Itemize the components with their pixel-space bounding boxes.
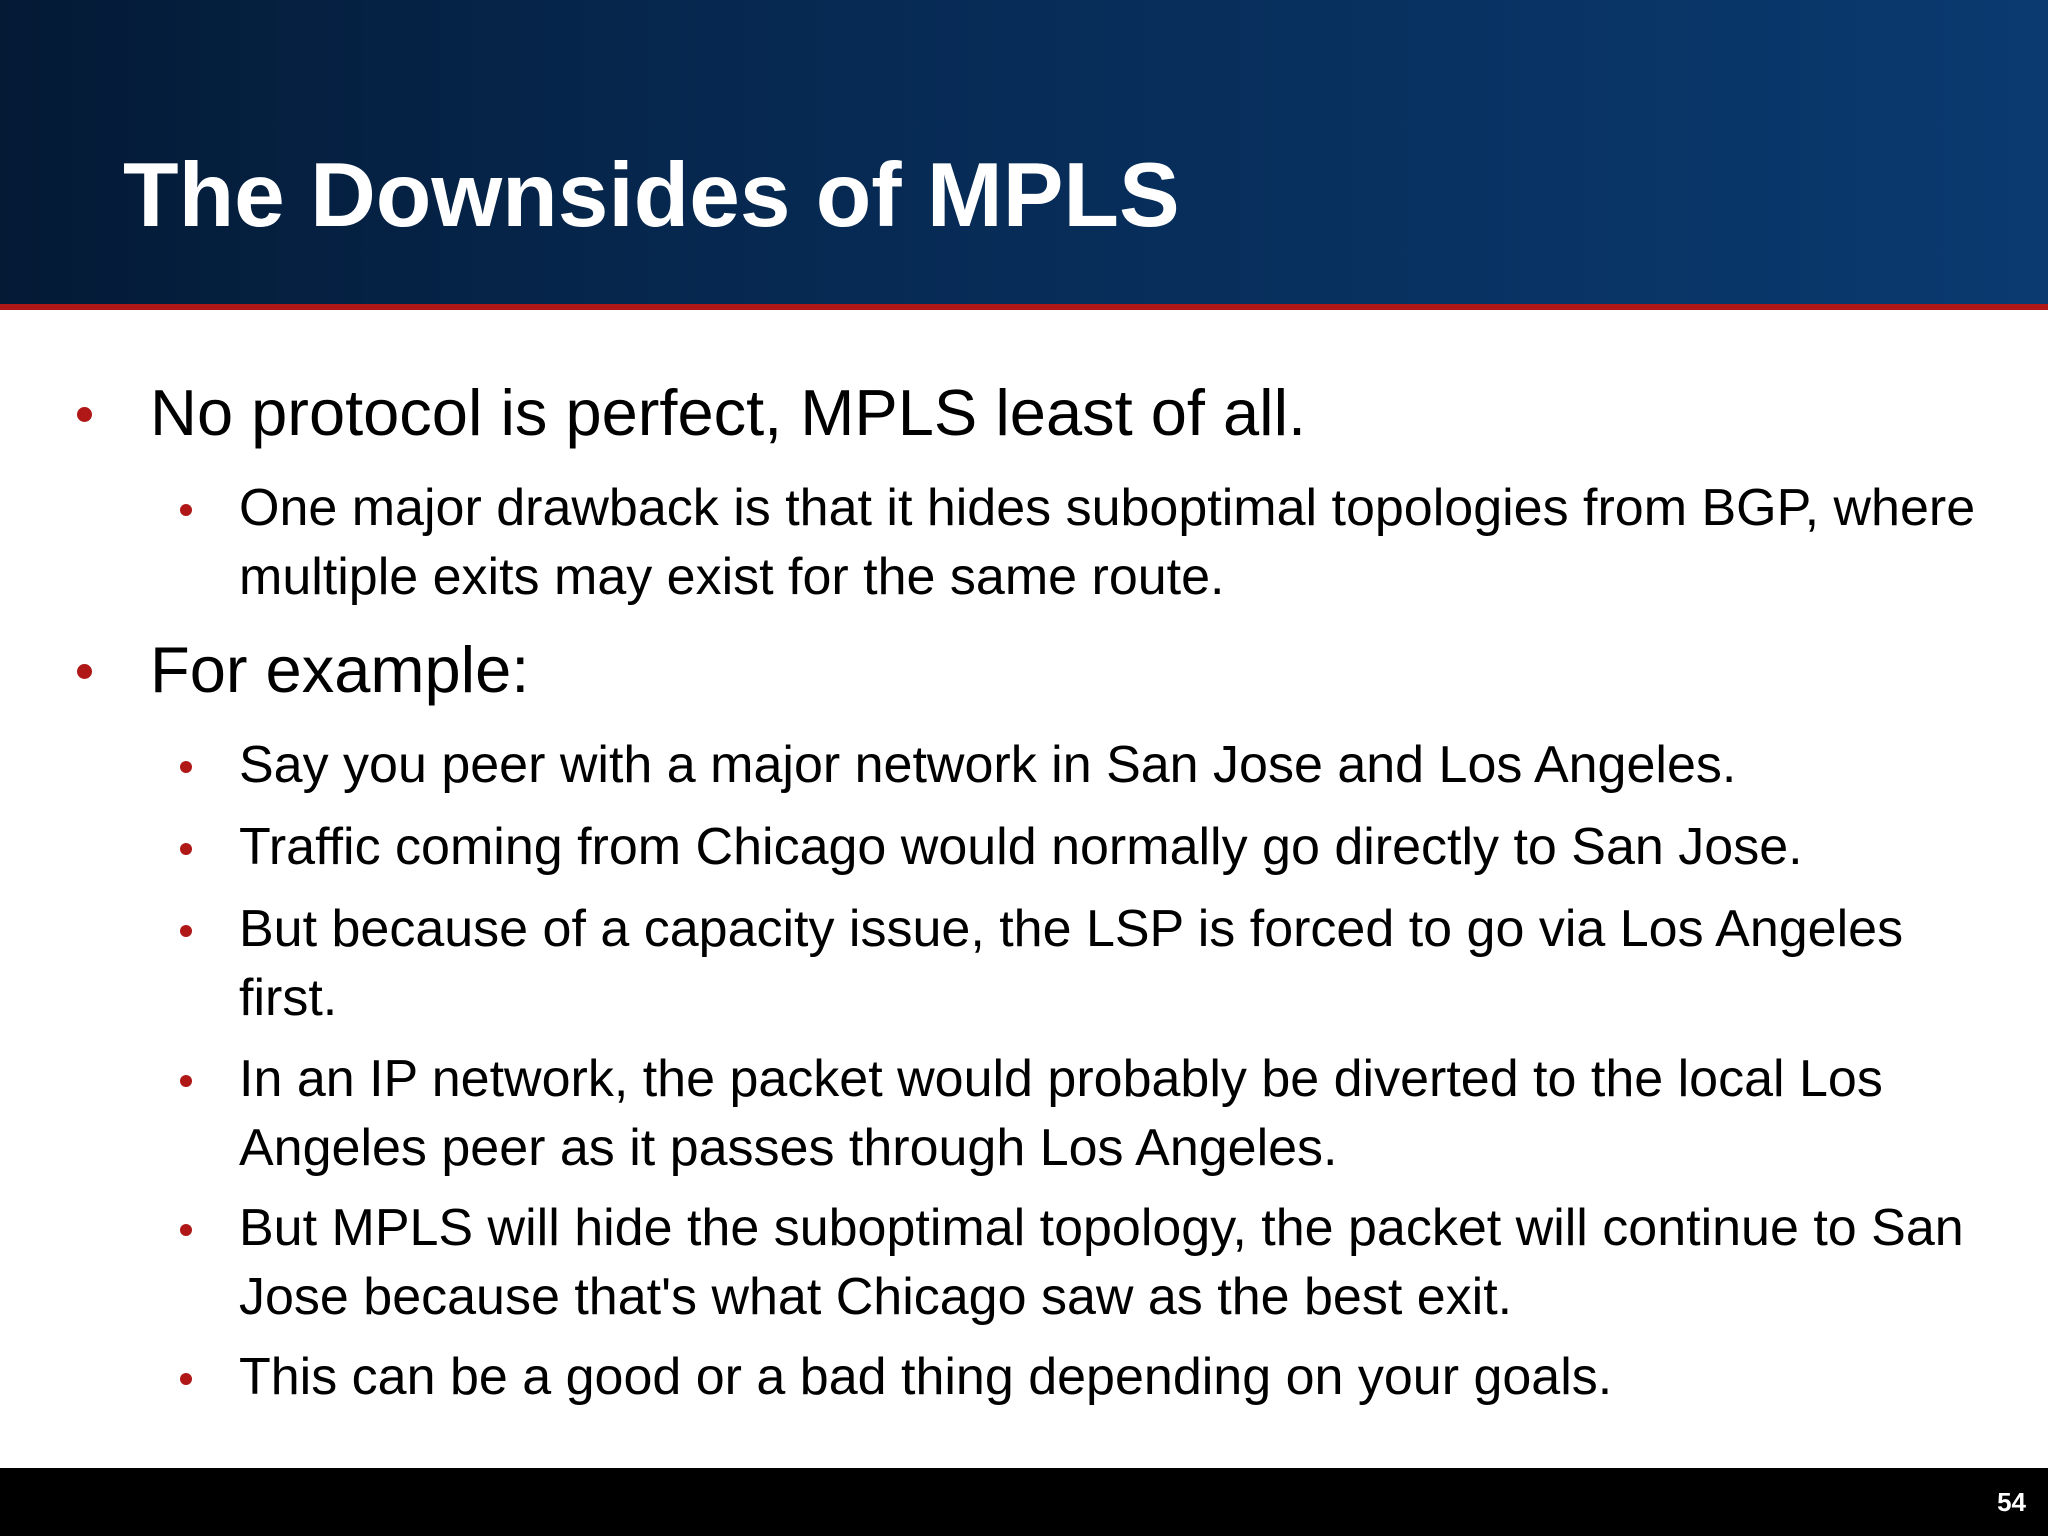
sub-bullet-item: In an IP network, the packet would probably be diverted to the local Los Angeles peer as it passes through Los Angeles. (239, 1050, 1883, 1177)
sub-bullet-marker (180, 1373, 192, 1385)
sub-bullet-marker (180, 761, 192, 773)
sub-bullet-item: But because of a capacity issue, the LSP is forced to go via Los Angeles first. (239, 900, 1904, 1027)
page-number: 54 (1997, 1487, 2026, 1517)
sub-bullet-item: One major drawback is that it hides suboptimal topologies from BGP, where multiple exits may exist for the same route. (239, 479, 1976, 606)
bullet-marker (77, 407, 92, 422)
sub-bullet-item: But MPLS will hide the suboptimal topology, the packet will continue to San Jose because that's what Chicago saw as the best exit. (239, 1199, 1964, 1326)
footer-bar (0, 1468, 2048, 1536)
sub-bullet-item: Say you peer with a major network in San Jose and Los Angeles. (239, 736, 1737, 794)
slide-title: The Downsides of MPLS (123, 145, 1180, 246)
bullet-item: For example: (150, 633, 530, 706)
sub-bullet-item: This can be a good or a bad thing depending on your goals. (239, 1348, 1613, 1406)
bullet-marker (77, 664, 92, 679)
sub-bullet-marker (180, 843, 192, 855)
sub-bullet-item: Traffic coming from Chicago would normally go directly to San Jose. (239, 818, 1803, 876)
sub-bullet-marker (180, 925, 192, 937)
sub-bullet-marker (180, 1075, 192, 1087)
sub-bullet-marker (180, 504, 192, 516)
bullet-item: No protocol is perfect, MPLS least of all. (150, 376, 1307, 449)
sub-bullet-marker (180, 1224, 192, 1236)
